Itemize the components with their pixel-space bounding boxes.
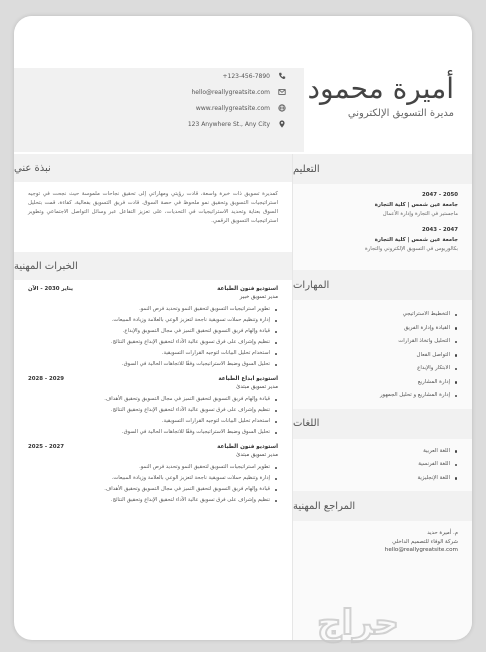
skill-item: إدارة المشاريع	[307, 376, 458, 390]
skill-item: إدارة المشاريع و تحليل الجمهور	[307, 389, 458, 403]
phone-text: +123-456-7890	[222, 72, 270, 80]
reference-name: م. أميرة حديد	[427, 530, 458, 536]
job-bullets	[28, 394, 278, 438]
job-bullet: إدارة وتنظيم حملات تسويقية ناجحة لتعزيز الوعي بالعلامة وزيادة المبيعات.	[28, 473, 278, 484]
education-school-line: جامعة عين شمس | كلية التجارة	[374, 237, 458, 243]
job-bullet: تحليل السوق وضبط الاستراتيجيات وفقًا للاتجاهات الحالية في السوق.	[28, 359, 278, 370]
job-role: مدير تسويق مبتدئ	[236, 452, 278, 458]
reference-email: hello@reallygreatsite.com	[384, 547, 458, 553]
main-column	[14, 154, 292, 640]
language-item: اللغة الفرنسية	[307, 458, 458, 472]
job-bullet: قيادة وإلهام فريق التسويق لتحقيق التميز في مجال التسويق وتحقيق الأهداف.	[28, 484, 278, 495]
skill-item: الابتكار والإبداع	[307, 362, 458, 376]
education-school: جامعة عين شمس	[411, 202, 458, 208]
person-title: مديرة التسويق الإلكتروني	[347, 108, 454, 119]
job-role: مدير تسويق خبير	[239, 294, 278, 300]
job-company: استوديو فنون الطباعة	[217, 444, 278, 450]
education-date: 2047 - 2050	[422, 192, 458, 198]
haraj-watermark-logo	[240, 600, 476, 644]
job-bullet: استخدام تحليل البيانات لتوجيه القرارات التسويقية.	[28, 348, 278, 359]
job-bullet: قيادة وإلهام فريق التسويق لتحقيق التميز في مجال التسويق والإبداع.	[28, 326, 278, 337]
job-entry	[14, 286, 292, 370]
education-heading: التعليم	[293, 154, 472, 184]
job-date: 2028 - 2029	[28, 376, 64, 382]
job-bullet: تطوير استراتيجيات التسويق لتحقيق النمو وتحديد فرص النمو.	[28, 304, 278, 315]
job-bullet: تنظيم وإشراف على فرق تسويق عالية الأداء لتحقيق الإبداع وتحقيق النتائج.	[28, 495, 278, 506]
person-name: أميرة محمود	[307, 72, 454, 105]
experience-heading: الخبرات المهنية	[14, 252, 292, 280]
skills-list	[293, 300, 472, 409]
name-block	[194, 72, 454, 119]
education-degree: بكالوريوس في التسويق الإلكتروني والتجارة	[365, 246, 458, 252]
education-faculty: كلية التجارة	[374, 237, 406, 243]
skill-item: التحليل واتخاذ القرارات	[307, 335, 458, 349]
education-item	[307, 227, 458, 252]
job-bullet: تحليل السوق وضبط الاستراتيجيات وفقًا للاتجاهات الحالية في السوق.	[28, 427, 278, 438]
job-entry	[14, 376, 292, 438]
education-date: 2043 - 2047	[422, 227, 458, 233]
education-faculty: كلية التجارة	[374, 202, 406, 208]
job-date: يناير 2030 - الآن	[28, 286, 73, 292]
side-column	[292, 154, 472, 640]
job-role: مدير تسويق مبتدئ	[236, 384, 278, 390]
location-icon	[277, 120, 286, 129]
education-school: جامعة عين شمس	[411, 237, 458, 243]
references-block	[293, 521, 472, 561]
languages-list	[293, 439, 472, 492]
job-date: 2025 - 2027	[28, 444, 64, 450]
about-text: كمديرة تسويق ذات خبرة واسعة، قادت رؤيتي ومهاراتي إلى تحقيق نجاحات ملموسة حيث نجحت في توجيه استراتيجيات التسويق وتحقيق نمو ملحوظ في حصة السوق. قادت فريق التسويق بفعالية، كفاءة، قمت بتحليل السوق بعناية وتحديد الاستراتيجيات في التحديات، على تعزيز التفاعل عبر وسائل التواصل الاجتماعي وتطوير استراتيجيات التسويق الرقمي.	[28, 191, 278, 224]
skill-item: القيادة وإدارة الفريق	[307, 322, 458, 336]
email-text: hello@reallygreatsite.com	[191, 88, 270, 96]
skill-item: التخطيط الاستراتيجي	[307, 308, 458, 322]
resume-page	[14, 16, 472, 640]
job-company: استوديو فنون الطباعة	[217, 286, 278, 292]
job-bullet: تطوير استراتيجيات التسويق لتحقيق النمو وتحديد فرص النمو.	[28, 462, 278, 473]
job-bullets	[28, 304, 278, 370]
references-heading: المراجع المهنية	[293, 491, 472, 521]
watermark-text: حراج	[317, 603, 399, 643]
reference-org: شركة الوفاء للتصميم الداخلي	[392, 539, 458, 545]
language-item: اللغة الإنجليزية	[307, 472, 458, 486]
education-degree: ماجستير في التجارة وإدارة الأعمال	[382, 211, 458, 217]
education-item	[307, 192, 458, 217]
language-item: اللغة العربية	[307, 445, 458, 459]
about-heading: نبذة عني	[14, 154, 292, 182]
skill-item: التواصل الفعال	[307, 349, 458, 363]
job-bullet: تنظيم وإشراف على فرق تسويق عالية الأداء لتحقيق الإبداع وتحقيق النتائج.	[28, 337, 278, 348]
resume-header	[14, 16, 472, 154]
languages-heading: اللغات	[293, 409, 472, 439]
job-company: استوديو ابداع الطباعة	[218, 376, 278, 382]
job-entry	[14, 444, 292, 506]
address-text: 123 Anywhere St., Any City	[187, 120, 270, 128]
job-bullets	[28, 462, 278, 506]
education-list	[293, 184, 472, 270]
skills-heading: المهارات	[293, 270, 472, 300]
job-bullet: تنظيم وإشراف على فرق تسويق عالية الأداء لتحقيق الإبداع وتحقيق النتائج.	[28, 405, 278, 416]
job-bullet: قيادة وإلهام فريق التسويق لتحقيق التميز في مجال التسويق وتحقيق الأهداف.	[28, 394, 278, 405]
job-bullet: إدارة وتنظيم حملات تسويقية ناجحة لتعزيز الوعي بالعلامة وزيادة المبيعات.	[28, 315, 278, 326]
education-school-line: جامعة عين شمس | كلية التجارة	[374, 202, 458, 208]
job-bullet: استخدام تحليل البيانات لتوجيه القرارات التسويقية.	[28, 416, 278, 427]
website-text: www.reallygreatsite.com	[195, 104, 270, 112]
